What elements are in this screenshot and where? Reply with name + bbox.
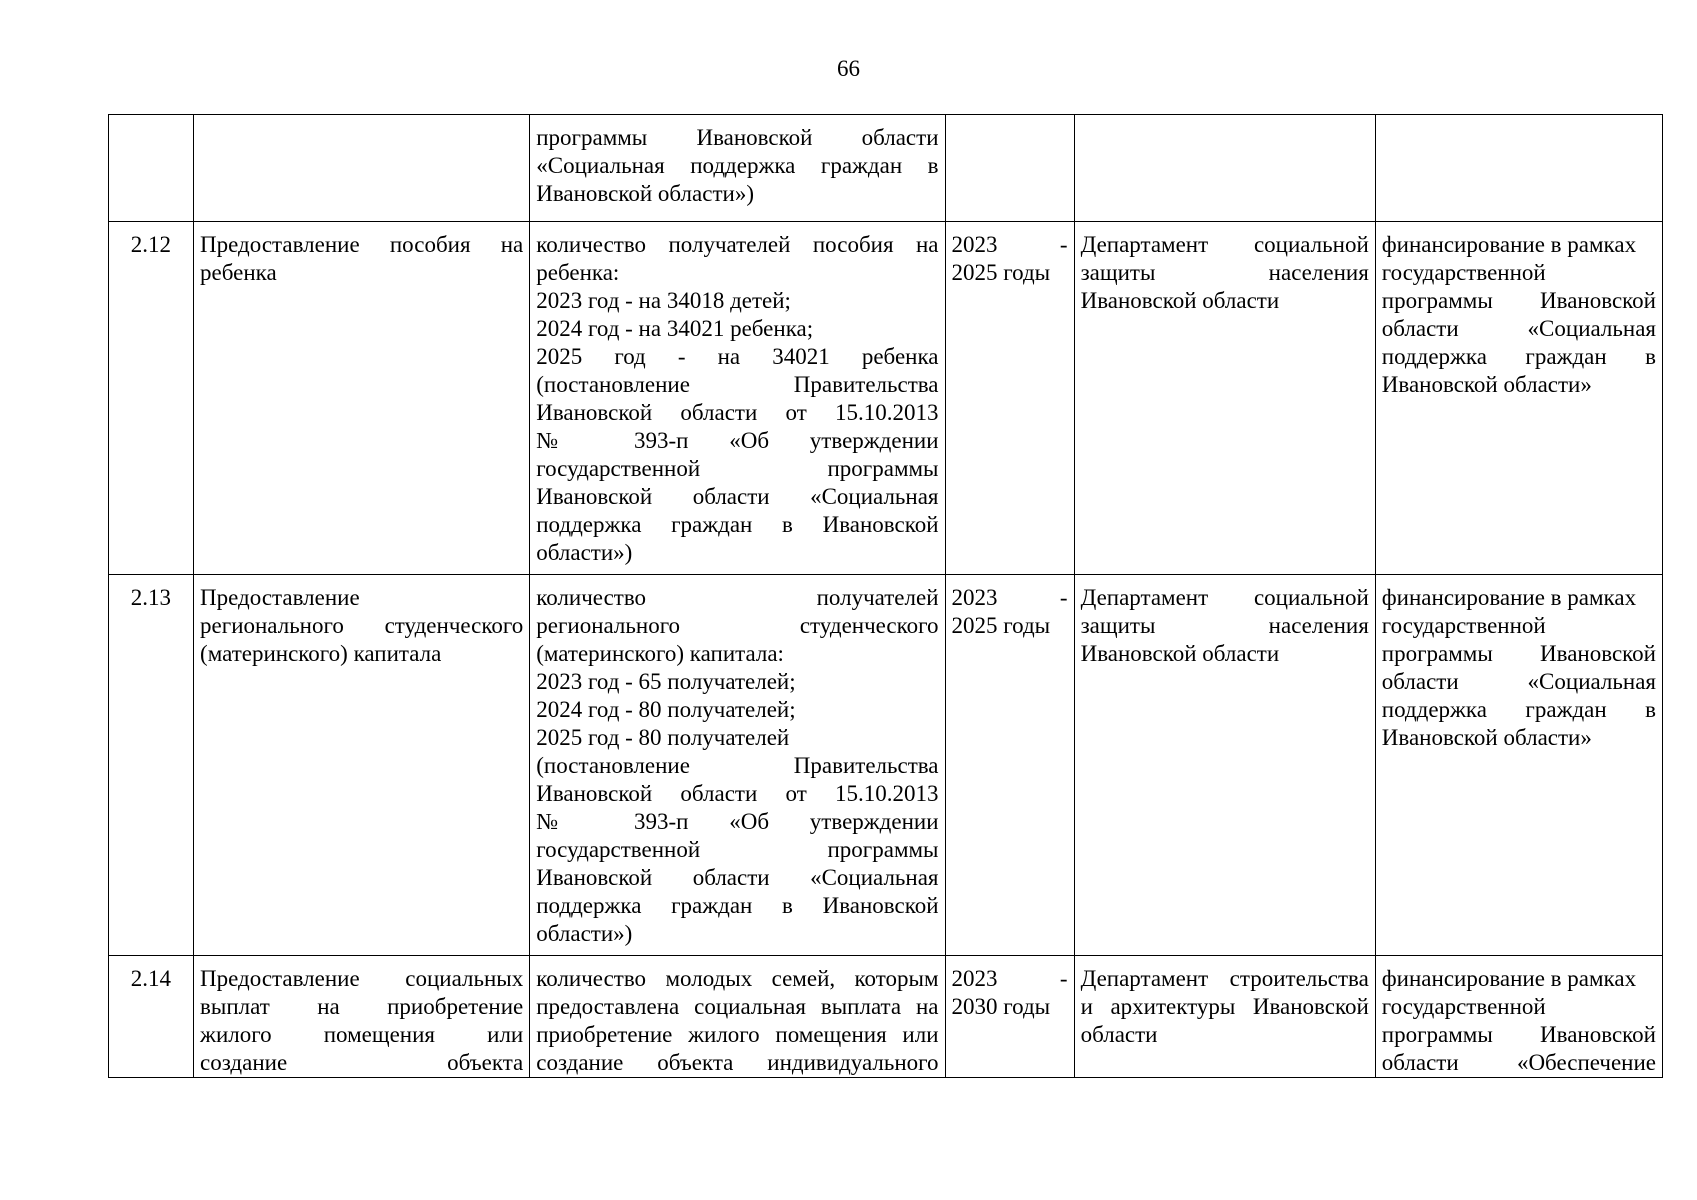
funding-line: поддержка граждан в [1381,344,1656,369]
row-number: 2.14 [109,956,194,1078]
funding-line: поддержка граждан в [1381,697,1656,722]
table-row [109,956,1663,1078]
indicator-line: регионального студенческого [536,613,939,638]
indicator-line: 2024 год - на 34021 ребенка; [536,316,814,341]
indicator-line: поддержка граждан в Ивановской [536,512,939,537]
measures-table [108,114,1663,1078]
cell-num [109,115,194,222]
cell-funding [1375,115,1662,222]
measure-line: жилого помещения или [200,1022,524,1047]
period-line: 2025 годы [951,260,1051,285]
executor-line: Департамент социальной [1080,232,1369,257]
indicator-line: 2023 год - на 34018 детей; [536,288,791,313]
funding-line: государственной [1381,994,1546,1019]
measure-line: Предоставление пособия на [200,232,524,257]
cell-indicator [530,575,945,956]
measure-line: выплат на приобретение [200,994,524,1019]
period-line: 2023 - [951,966,1068,991]
funding-line: Ивановской области» [1381,372,1592,397]
cell-period [945,222,1074,575]
executor-line: защиты населения [1080,260,1369,285]
indicator-line: государственной программы [536,837,939,862]
executor-line: области [1080,1022,1158,1047]
measure-line: ребенка [200,260,277,285]
cell-indicator [530,222,945,575]
indicator-line: № 393-п «Об утверждении [536,809,939,834]
cell-period [945,575,1074,956]
indicator-line: № 393-п «Об утверждении [536,428,939,453]
cell-indicator [530,115,945,222]
indicator-line: создание объекта индивидуального [536,1050,939,1075]
measure-line: регионального студенческого [200,613,524,638]
funding-line: области «Социальная [1381,669,1656,694]
indicator-line: количество получателей [536,585,939,610]
indicator-line: (материнского) капитала: [536,641,784,666]
funding-line: программы Ивановской [1381,1022,1656,1047]
indicator-line: (постановление Правительства [536,372,939,397]
period-line: 2023 - [951,232,1068,257]
cell-measure [194,575,530,956]
cell-executor [1074,575,1375,956]
indicator-line: государственной программы [536,456,939,481]
cell-measure [194,956,530,1078]
measure-line: (материнского) капитала [200,641,442,666]
funding-line: государственной [1381,613,1546,638]
indicator-line: количество молодых семей, которым [536,966,939,991]
indicator-line: приобретение жилого помещения или [536,1022,939,1047]
executor-line: защиты населения [1080,613,1369,638]
row-number: 2.13 [109,575,194,956]
cell-executor [1074,956,1375,1078]
indicator-line: 2025 год - на 34021 ребенка [536,344,939,369]
indicator-line: поддержка граждан в Ивановской [536,893,939,918]
funding-line: Ивановской области» [1381,725,1592,750]
cell-measure [194,222,530,575]
indicator-line: Ивановской области «Социальная [536,484,939,509]
period-line: 2030 годы [951,994,1051,1019]
indicator-line: количество получателей пособия на [536,232,939,257]
cell-funding [1375,222,1662,575]
funding-line: финансирование в рамках [1381,232,1637,257]
cell-funding [1375,575,1662,956]
period-line: 2023 - [951,585,1068,610]
table-row [109,222,1663,575]
funding-line: финансирование в рамках [1381,966,1637,991]
indicator-line: 2024 год - 80 получателей; [536,697,796,722]
measure-line: Предоставление социальных [200,966,524,991]
indicator-line: 2025 год - 80 получателей [536,725,790,750]
funding-line: программы Ивановской [1381,288,1656,313]
executor-line: Ивановской области [1080,288,1280,313]
funding-line: области «Обеспечение [1381,1050,1656,1075]
row-number: 2.12 [109,222,194,575]
indicator-line: «Социальная поддержка граждан в [536,153,939,178]
executor-line: Ивановской области [1080,641,1280,666]
indicator-line: Ивановской области от 15.10.2013 [536,781,939,806]
funding-line: области «Социальная [1381,316,1656,341]
indicator-line: программы Ивановской области [536,125,939,150]
period-line: 2025 годы [951,613,1051,638]
measure-line: создание объекта [200,1050,524,1075]
executor-line: Департамент строительства [1080,966,1369,991]
page-number: 66 [837,56,860,81]
indicator-line: Ивановской области от 15.10.2013 [536,400,939,425]
table-row-continuation [109,115,1663,222]
cell-measure [194,115,530,222]
cell-executor [1074,115,1375,222]
measure-line: Предоставление [200,585,360,610]
funding-line: государственной [1381,260,1546,285]
indicator-line: ребенка: [536,260,620,285]
indicator-line: (постановление Правительства [536,753,939,778]
indicator-line: Ивановской области») [536,181,754,206]
cell-indicator [530,956,945,1078]
indicator-line: предоставлена социальная выплата на [536,994,939,1019]
indicator-line: Ивановской области «Социальная [536,865,939,890]
executor-line: Департамент социальной [1080,585,1369,610]
indicator-line: области») [536,540,633,565]
indicator-line: области») [536,921,633,946]
indicator-line: 2023 год - 65 получателей; [536,669,796,694]
cell-executor [1074,222,1375,575]
cell-period [945,956,1074,1078]
cell-funding [1375,956,1662,1078]
table-row [109,575,1663,956]
executor-line: и архитектуры Ивановской [1080,994,1369,1019]
cell-period [945,115,1074,222]
funding-line: финансирование в рамках [1381,585,1637,610]
funding-line: программы Ивановской [1381,641,1656,666]
